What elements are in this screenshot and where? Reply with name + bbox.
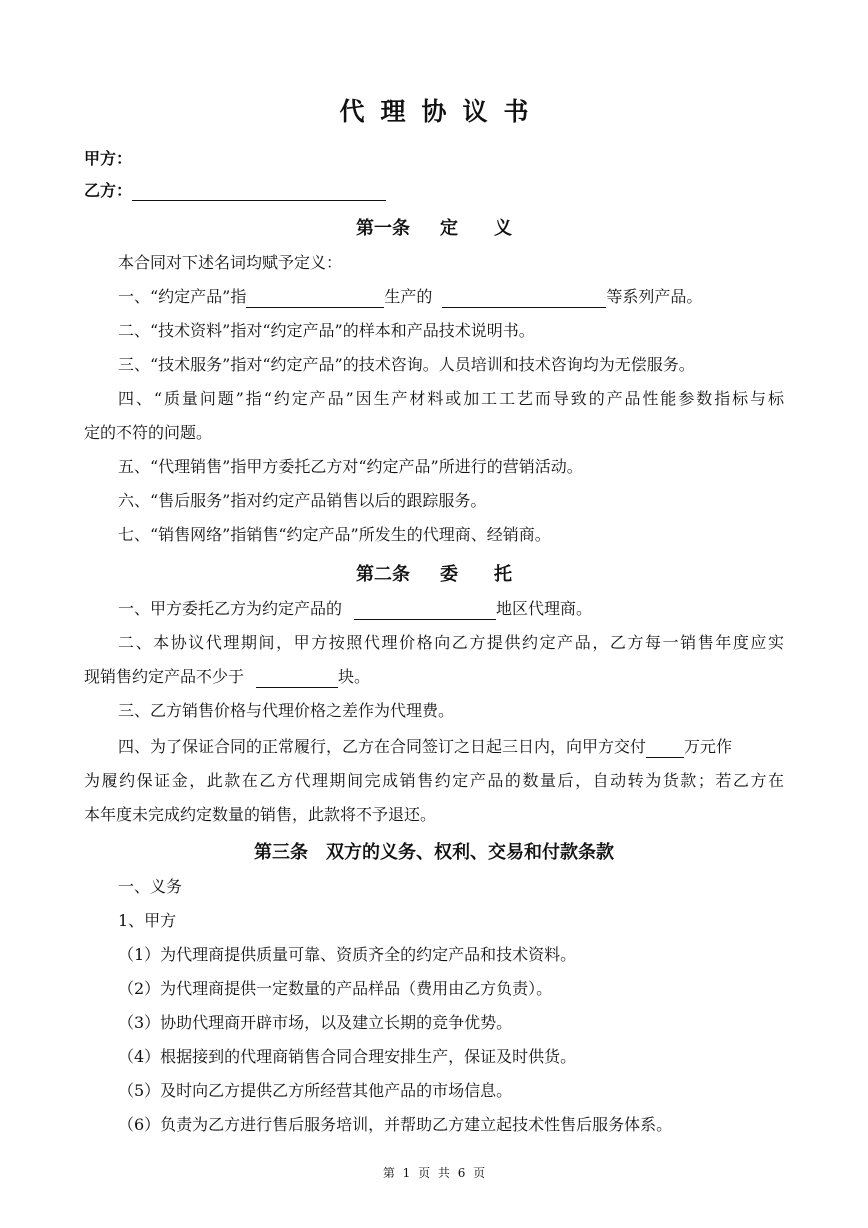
clause-2-4-line-3: 本年度未完成约定数量的销售，此款将不予退还。 xyxy=(84,805,437,824)
clause-2-1: 一、甲方委托乙方为约定产品的 地区代理商。 xyxy=(118,599,593,618)
definition-1: 一、“约定产品”指 生产的 等系列产品。 xyxy=(118,287,703,306)
obligation-item: （2）为代理商提供一定数量的产品样品（费用由乙方负责）。 xyxy=(118,979,553,998)
party-a-line xyxy=(84,146,132,169)
definition-6: 六、“售后服务”指对约定产品销售以后的跟踪服务。 xyxy=(118,491,487,510)
quantity-blank xyxy=(256,669,338,688)
article-2-heading: 第二条 委 托 xyxy=(356,564,512,585)
manufacturer-blank xyxy=(246,289,384,308)
obligations-heading: 一、义务 xyxy=(118,877,183,896)
obligation-item: （6）负责为乙方进行售后服务培训，并帮助乙方建立起技术性售后服务体系。 xyxy=(118,1115,673,1134)
definition-5: 五、“代理销售”指甲方委托乙方对“约定产品”所进行的营销活动。 xyxy=(118,457,583,476)
article-1-intro: 本合同对下述名词均赋予定义： xyxy=(118,253,343,272)
party-b-line xyxy=(84,178,386,201)
clause-2-2-line-1: 二、本协议代理期间，甲方按照代理价格向乙方提供约定产品，乙方每一销售年度应实 xyxy=(118,633,784,652)
party-b-blank xyxy=(132,182,386,201)
obligation-item: （3）协助代理商开辟市场，以及建立长期的竞争优势。 xyxy=(118,1013,513,1032)
definition-3: 三、“技术服务”指对“约定产品”的技术咨询。人员培训和技术咨询均为无偿服务。 xyxy=(118,355,695,374)
definition-4-line-2: 定的不符的问题。 xyxy=(84,423,213,442)
definition-4-line-1: 四、“质量问题”指“约定产品”因生产材料或加工工艺而导致的产品性能参数指标与标 xyxy=(118,389,784,408)
definition-7: 七、“销售网络”指销售“约定产品”所发生的代理商、经销商。 xyxy=(118,525,551,544)
obligation-item: （1）为代理商提供质量可靠、资质齐全的约定产品和技术资料。 xyxy=(118,945,577,964)
party-b-label: 乙方： xyxy=(84,181,133,200)
article-3-heading: 第三条 双方的义务、权利、交易和付款条款 xyxy=(254,842,614,863)
obligation-item: （4）根据接到的代理商销售合同合理安排生产，保证及时供货。 xyxy=(118,1047,577,1066)
document-title: 代理协议书 xyxy=(339,97,545,126)
obligation-item: （5）及时向乙方提供乙方所经营其他产品的市场信息。 xyxy=(118,1081,513,1100)
clause-2-4-line-2: 为履约保证金，此款在乙方代理期间完成销售约定产品的数量后，自动转为货款；若乙方在 xyxy=(84,771,784,790)
party-a-obligations-heading: 1、甲方 xyxy=(118,911,177,930)
clause-2-3: 三、乙方销售价格与代理价格之差作为代理费。 xyxy=(118,701,455,720)
clause-2-2-line-2: 现销售约定产品不少于 块。 xyxy=(84,667,371,686)
party-a-label: 甲方： xyxy=(84,149,133,168)
region-blank xyxy=(354,601,496,620)
clause-2-4-line-1: 四、为了保证合同的正常履行，乙方在合同签订之日起三日内，向甲方交付 万元作 xyxy=(118,737,733,756)
product-series-blank xyxy=(442,289,606,308)
deposit-amount-blank xyxy=(646,739,684,758)
page-number: 第 1 页 共 6 页 xyxy=(382,1166,486,1180)
article-1-heading: 第一条 定 义 xyxy=(356,218,512,239)
definition-2: 二、“技术资料”指对“约定产品”的样本和产品技术说明书。 xyxy=(118,321,535,340)
